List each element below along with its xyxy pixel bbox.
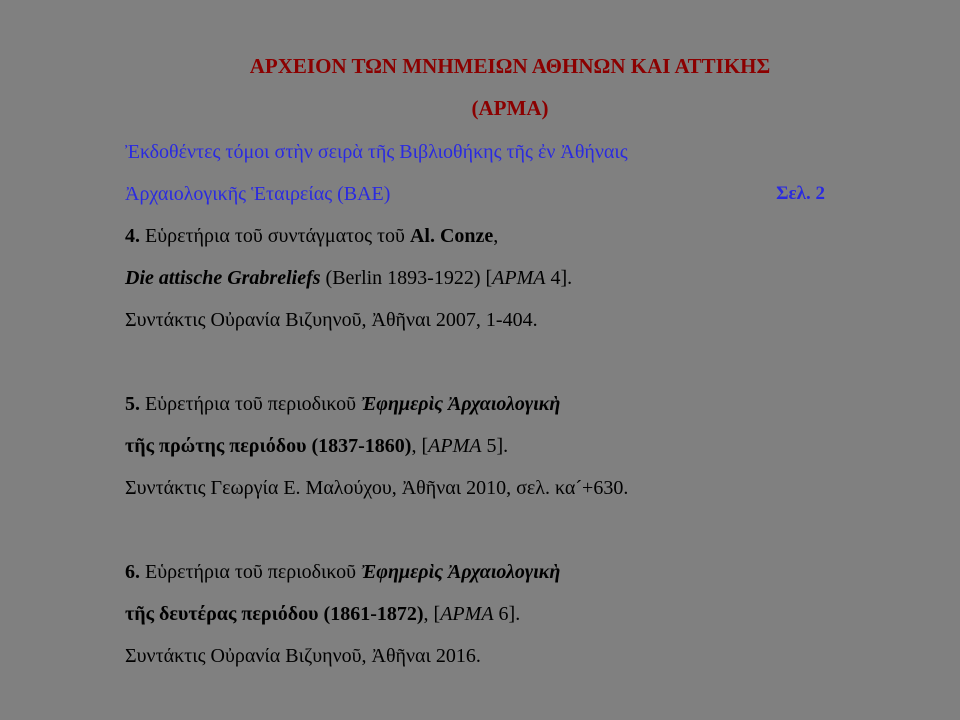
entry-4-compiler: Συντάκτις Οὐρανία Βιζυηνοῦ, Ἀθῆναι 2007, 1-404. — [125, 309, 538, 331]
entry-number: 4. — [125, 225, 140, 247]
entry-6-compiler: Συντάκτις Οὐρανία Βιζυηνοῦ, Ἀθῆναι 2016. — [125, 645, 481, 667]
page-number: Σελ. 2 — [776, 183, 825, 204]
entry-intro: Εὑρετήρια τοῦ συντάγματος τοῦ — [140, 225, 410, 247]
entry-work-title: Die attische Grabreliefs — [125, 267, 321, 289]
slide-title-abbreviation: (ΑΡΜΑ) — [471, 96, 549, 120]
entry-pub-info: , [ — [411, 435, 429, 457]
entry-author: Al. Conze — [409, 225, 494, 247]
entry-volume: 6]. — [493, 603, 521, 625]
entry-6-line-1 — [125, 558, 560, 586]
entry-series: ΑΡΜΑ — [492, 267, 546, 289]
subtitle-line-2: Ἀρχαιολογικῆς Ἑταιρείας (ΒΑΕ) — [125, 183, 391, 205]
entry-punct: , — [493, 225, 499, 247]
entry-4-line-2 — [125, 264, 572, 292]
entry-journal-title: Ἐφημερὶς Ἀρχαιολογικὴ — [360, 561, 561, 583]
entry-5-compiler: Συντάκτις Γεωργία Ε. Μαλούχου, Ἀθῆναι 2010, σελ. κα´+630. — [125, 477, 629, 499]
entry-series: ΑΡΜΑ — [428, 435, 482, 457]
entry-pub-info: (Berlin 1893-1922) [ — [320, 267, 493, 289]
entry-journal-title: Ἐφημερὶς Ἀρχαιολογικὴ — [360, 393, 561, 415]
entry-series: ΑΡΜΑ — [440, 603, 494, 625]
entry-period: τῆς δευτέρας περιόδου (1861-1872) — [125, 603, 424, 625]
entry-intro: Εὑρετήρια τοῦ περιοδικοῦ — [140, 393, 361, 415]
entry-6-line-2 — [125, 600, 520, 628]
entry-number: 5. — [125, 393, 140, 415]
slide-title: ΑΡΧΕΙΟΝ ΤΩΝ ΜΝΗΜΕΙΩΝ ΑΘΗΝΩΝ ΚΑΙ ΑΤΤΙΚΗΣ — [249, 54, 771, 78]
entry-pub-info: , [ — [423, 603, 441, 625]
entry-volume: 5]. — [481, 435, 509, 457]
entry-volume: 4]. — [545, 267, 573, 289]
subtitle-line-1: Ἐκδοθέντες τόμοι στὴν σειρὰ τῆς Βιβλιοθήκης τῆς ἐν Ἀθήναις — [125, 141, 628, 163]
entry-intro: Εὑρετήρια τοῦ περιοδικοῦ — [140, 561, 361, 583]
entry-period: τῆς πρώτης περιόδου (1837-1860) — [125, 435, 412, 457]
entry-5-line-1 — [125, 390, 560, 418]
entry-number: 6. — [125, 561, 140, 583]
entry-4-line-1 — [125, 222, 498, 250]
entry-5-line-2 — [125, 432, 508, 460]
